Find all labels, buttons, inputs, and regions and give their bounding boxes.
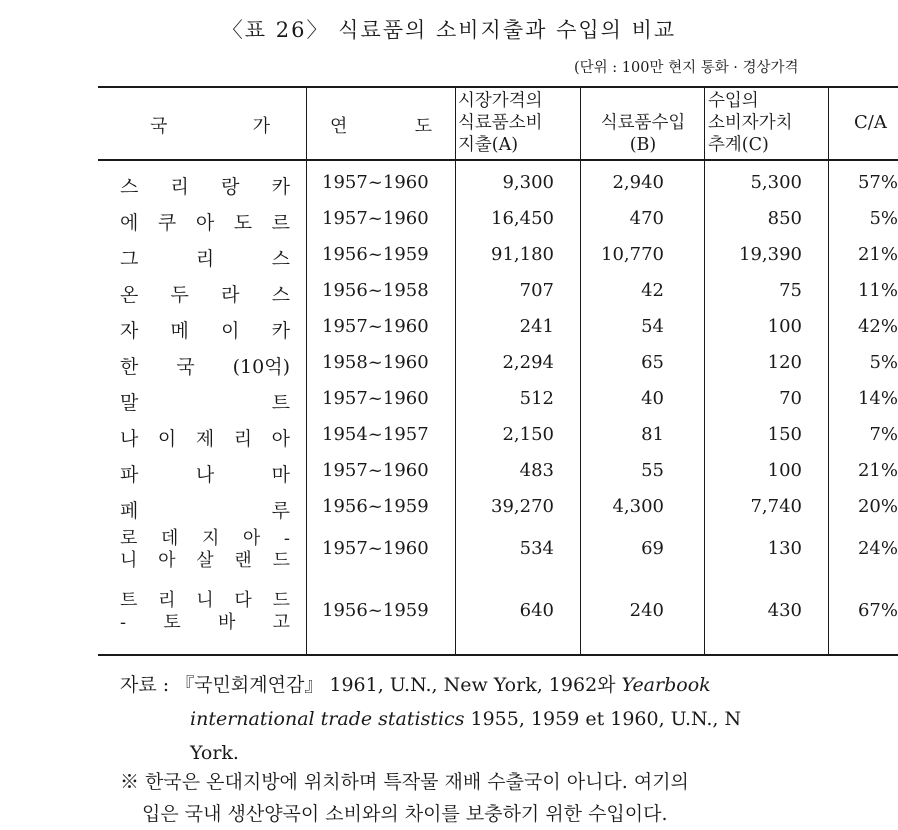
country-cell: 에 쿠 아 도 르 — [120, 212, 290, 234]
header-country: 국 가 — [150, 116, 270, 137]
value-c-cell: 7,740 — [750, 496, 802, 517]
year-cell: 1958~1960 — [322, 352, 429, 373]
year-cell: 1957~1960 — [322, 316, 429, 337]
value-a-cell: 16,450 — [491, 208, 554, 229]
table-row — [0, 460, 898, 494]
value-b-cell: 42 — [641, 280, 664, 301]
country-cell: 로 데 지 아 - 니 아 살 랜 드 — [120, 528, 290, 571]
ratio-cell: 24% — [857, 538, 898, 559]
value-a-cell: 707 — [519, 280, 554, 301]
year-cell: 1954~1957 — [322, 424, 429, 445]
value-c-cell: 150 — [767, 424, 802, 445]
year-cell: 1956~1959 — [322, 244, 429, 265]
value-c-cell: 75 — [779, 280, 802, 301]
value-b-cell: 81 — [641, 424, 664, 445]
table-row — [0, 208, 898, 242]
year-cell: 1957~1960 — [322, 388, 429, 409]
year-cell: 1956~1959 — [322, 600, 429, 621]
table-row — [0, 388, 898, 422]
value-c-cell: 5,300 — [750, 172, 802, 193]
ratio-cell: 5% — [869, 352, 898, 373]
value-b-cell: 470 — [629, 208, 664, 229]
country-cell: 온 두 라 스 — [120, 284, 290, 306]
value-c-cell: 130 — [767, 538, 802, 559]
year-cell: 1956~1958 — [322, 280, 429, 301]
value-b-cell: 10,770 — [601, 244, 664, 265]
ratio-cell: 21% — [857, 460, 898, 481]
ratio-cell: 21% — [857, 244, 898, 265]
ratio-cell: 42% — [857, 316, 898, 337]
country-cell: 나 이 제 리 아 — [120, 428, 290, 450]
year-cell: 1956~1959 — [322, 496, 429, 517]
value-c-cell: 70 — [779, 388, 802, 409]
value-a-cell: 483 — [519, 460, 554, 481]
value-c-cell: 100 — [767, 460, 802, 481]
header-col-c: 수입의 소비자가치 추계(C) — [708, 91, 793, 155]
bottom-rule — [98, 654, 898, 656]
year-cell: 1957~1960 — [322, 460, 429, 481]
header-col-b: 식료품수입 (B) — [600, 113, 686, 155]
table-row — [0, 528, 898, 572]
header-year: 연 도 — [330, 116, 432, 137]
value-b-cell: 55 — [641, 460, 664, 481]
value-c-cell: 100 — [767, 316, 802, 337]
country-cell: 한 국 (10억) — [120, 356, 290, 378]
value-a-cell: 91,180 — [491, 244, 554, 265]
country-cell: 스 리 랑 카 — [120, 176, 290, 198]
value-b-cell: 65 — [641, 352, 664, 373]
footnote: ※ 한국은 온대지방에 위치하며 특작물 재배 수출국이 아니다. 여기의 입은 국내 생산양곡이 소비와의 차이를 보충하기 위한 수입이다. — [120, 771, 689, 825]
value-b-cell: 40 — [641, 388, 664, 409]
value-a-cell: 9,300 — [502, 172, 554, 193]
country-cell: 그 리 스 — [120, 248, 290, 270]
value-b-cell: 2,940 — [612, 172, 664, 193]
unit-note: (단위 : 100만 현지 통화 · 경상가격 — [574, 60, 799, 76]
country-cell: 파 나 마 — [120, 464, 290, 486]
table-row — [0, 172, 898, 206]
value-c-cell: 19,390 — [739, 244, 802, 265]
table-title: 〈표 26〉 식료품의 소비지출과 수입의 비교 — [221, 18, 677, 42]
table-row — [0, 424, 898, 458]
country-cell: 페 루 — [120, 500, 290, 522]
table-row — [0, 280, 898, 314]
year-cell: 1957~1960 — [322, 208, 429, 229]
value-b-cell: 4,300 — [612, 496, 664, 517]
table-row — [0, 352, 898, 386]
ratio-cell: 11% — [857, 280, 898, 301]
value-c-cell: 430 — [767, 600, 802, 621]
value-b-cell: 54 — [641, 316, 664, 337]
ratio-cell: 20% — [857, 496, 898, 517]
value-b-cell: 240 — [629, 600, 664, 621]
country-cell: 트 리 니 다 드 - 토 바 고 — [120, 590, 290, 633]
value-a-cell: 241 — [519, 316, 554, 337]
table-row — [0, 590, 898, 634]
year-cell: 1957~1960 — [322, 172, 429, 193]
table-row — [0, 496, 898, 530]
value-a-cell: 640 — [519, 600, 554, 621]
value-a-cell: 39,270 — [491, 496, 554, 517]
value-a-cell: 2,294 — [502, 352, 554, 373]
ratio-cell: 14% — [857, 388, 898, 409]
value-a-cell: 534 — [519, 538, 554, 559]
value-c-cell: 850 — [767, 208, 802, 229]
value-c-cell: 120 — [767, 352, 802, 373]
ratio-cell: 7% — [869, 424, 898, 445]
value-a-cell: 512 — [519, 388, 554, 409]
value-b-cell: 69 — [641, 538, 664, 559]
year-cell: 1957~1960 — [322, 538, 429, 559]
table-row — [0, 316, 898, 350]
header-rule — [98, 159, 898, 161]
ratio-cell: 57% — [857, 172, 898, 193]
ratio-cell: 5% — [869, 208, 898, 229]
country-cell: 말 트 — [120, 392, 290, 414]
country-cell: 자 메 이 카 — [120, 320, 290, 342]
header-col-a: 시장가격의 식료품소비 지출(A) — [458, 91, 543, 155]
table-row — [0, 244, 898, 278]
top-rule — [98, 86, 898, 88]
ratio-cell: 67% — [857, 600, 898, 621]
value-a-cell: 2,150 — [502, 424, 554, 445]
source-note: 자료 : 『국민회계연감』 1961, U.N., New York, 1962와 Yearbook international trade statistics 1955, 1959 et 1960, U.N., N York. — [120, 674, 742, 764]
header-ca: C/A — [854, 112, 887, 133]
